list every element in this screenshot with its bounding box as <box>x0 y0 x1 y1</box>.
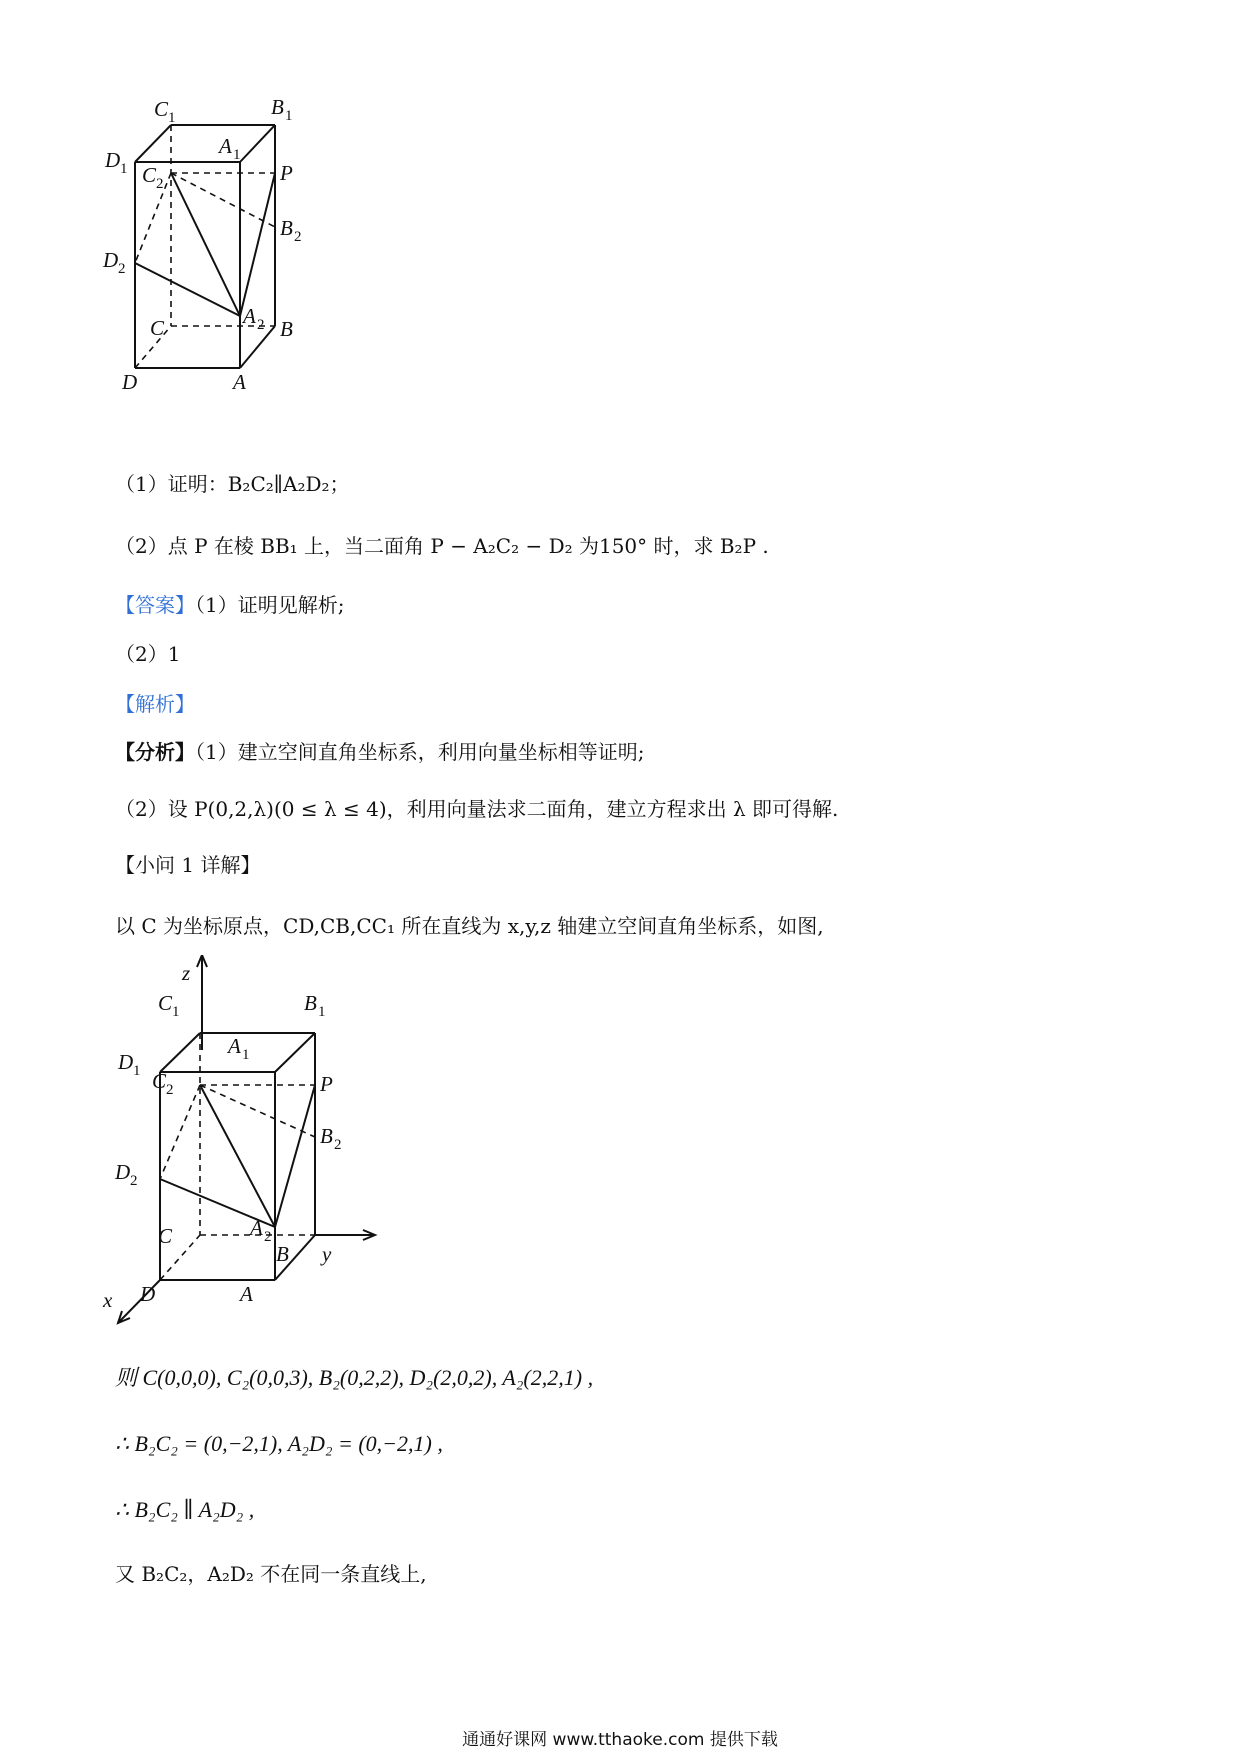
label2-D: D <box>140 1282 156 1306</box>
label2-C1-sub: 1 <box>172 1004 180 1020</box>
label-C: C <box>150 316 165 340</box>
fenxi-2: （2）设 P(0,2,λ)(0 ≤ λ ≤ 4)，利用向量法求二面角，建立方程求出 λ 即可得解. <box>115 797 839 821</box>
label-B2: B <box>280 216 293 240</box>
question-2: （2）点 P 在棱 BB₁ 上，当二面角 P − A₂C₂ − D₂ 为150° 时，求 B₂P . <box>115 534 769 558</box>
label2-A1: A <box>228 1034 241 1058</box>
label-A1: A <box>219 134 232 158</box>
axis-label-x: x <box>103 1288 113 1312</box>
label2-P: P <box>320 1072 333 1096</box>
label2-B2: B <box>320 1124 333 1148</box>
label2-C2-sub: 2 <box>166 1082 174 1098</box>
label-D1-sub: 1 <box>120 161 128 177</box>
label2-A: A <box>240 1282 253 1306</box>
points-line: 则 C(0,0,0), C₂(0,0,3), B₂(0,2,2), D₂(2,0,2), A₂(2,2,1) , <box>115 1365 594 1390</box>
axis-label-z: z <box>182 961 191 985</box>
label2-B2-sub: 2 <box>334 1137 342 1153</box>
question-1: （1）证明：B₂C₂∥A₂D₂； <box>115 472 350 496</box>
label2-D2-sub: 2 <box>130 1173 138 1189</box>
label-B: B <box>280 317 293 341</box>
label-P: P <box>280 161 293 185</box>
label-C2: C <box>142 163 157 187</box>
label-A1-sub: 1 <box>233 147 241 163</box>
answer-1: （1）证明见解析; <box>195 593 345 617</box>
analysis-tag: 【解析】 <box>115 692 195 716</box>
axis-label-y: y <box>322 1242 332 1266</box>
figure-prism-2-with-axes <box>100 955 390 1335</box>
label-B1-sub: 1 <box>285 108 293 124</box>
label-C2-sub: 2 <box>156 176 164 192</box>
label-A: A <box>233 370 246 394</box>
answer-tag: 【答案】 <box>115 593 195 617</box>
fenxi-block <box>115 738 644 766</box>
label2-D1-sub: 1 <box>133 1063 141 1079</box>
label-D1: D <box>105 148 121 172</box>
label-D2: D <box>103 248 119 272</box>
vector-line: ∴ B₂C₂ = (0,−2,1), A₂D₂ = (0,−2,1) , <box>115 1431 443 1456</box>
answer-block <box>115 591 344 619</box>
label-A2-sub: 2 <box>257 317 265 333</box>
label2-D2: D <box>115 1160 131 1184</box>
label-B1: B <box>271 95 284 119</box>
parallel-line: ∴ B₂C₂ ∥ A₂D₂ , <box>115 1497 255 1522</box>
label2-B1-sub: 1 <box>318 1004 326 1020</box>
label2-B1: B <box>304 991 317 1015</box>
label-C1: C <box>154 97 169 121</box>
label2-C2: C <box>152 1069 167 1093</box>
figure-prism-1 <box>100 95 360 435</box>
fenxi-1: （1）建立空间直角坐标系，利用向量坐标相等证明; <box>195 740 645 764</box>
last-line: 又 B₂C₂，A₂D₂ 不在同一条直线上, <box>115 1562 427 1586</box>
footer-source: 通通好课网 www.tthaoke.com 提供下载 <box>462 1730 778 1750</box>
label2-A2-sub: 2 <box>264 1229 272 1245</box>
label2-A1-sub: 1 <box>242 1047 250 1063</box>
label-B2-sub: 2 <box>294 229 302 245</box>
coord-line: 以 C 为坐标原点，CD,CB,CC₁ 所在直线为 x,y,z 轴建立空间直角坐标系，如图, <box>115 914 824 938</box>
sub1-title: 【小问 1 详解】 <box>115 853 261 877</box>
label-D2-sub: 2 <box>118 261 126 277</box>
label2-B: B <box>276 1242 289 1266</box>
label2-A2: A <box>250 1216 263 1240</box>
label-A2: A <box>243 304 256 328</box>
label-C1-sub: 1 <box>168 110 176 126</box>
label2-C: C <box>158 1224 173 1248</box>
fenxi-tag: 【分析】 <box>115 740 195 764</box>
answer-2: （2）1 <box>115 642 181 666</box>
label-D: D <box>122 370 138 394</box>
label2-D1: D <box>118 1050 134 1074</box>
label2-C1: C <box>158 991 173 1015</box>
